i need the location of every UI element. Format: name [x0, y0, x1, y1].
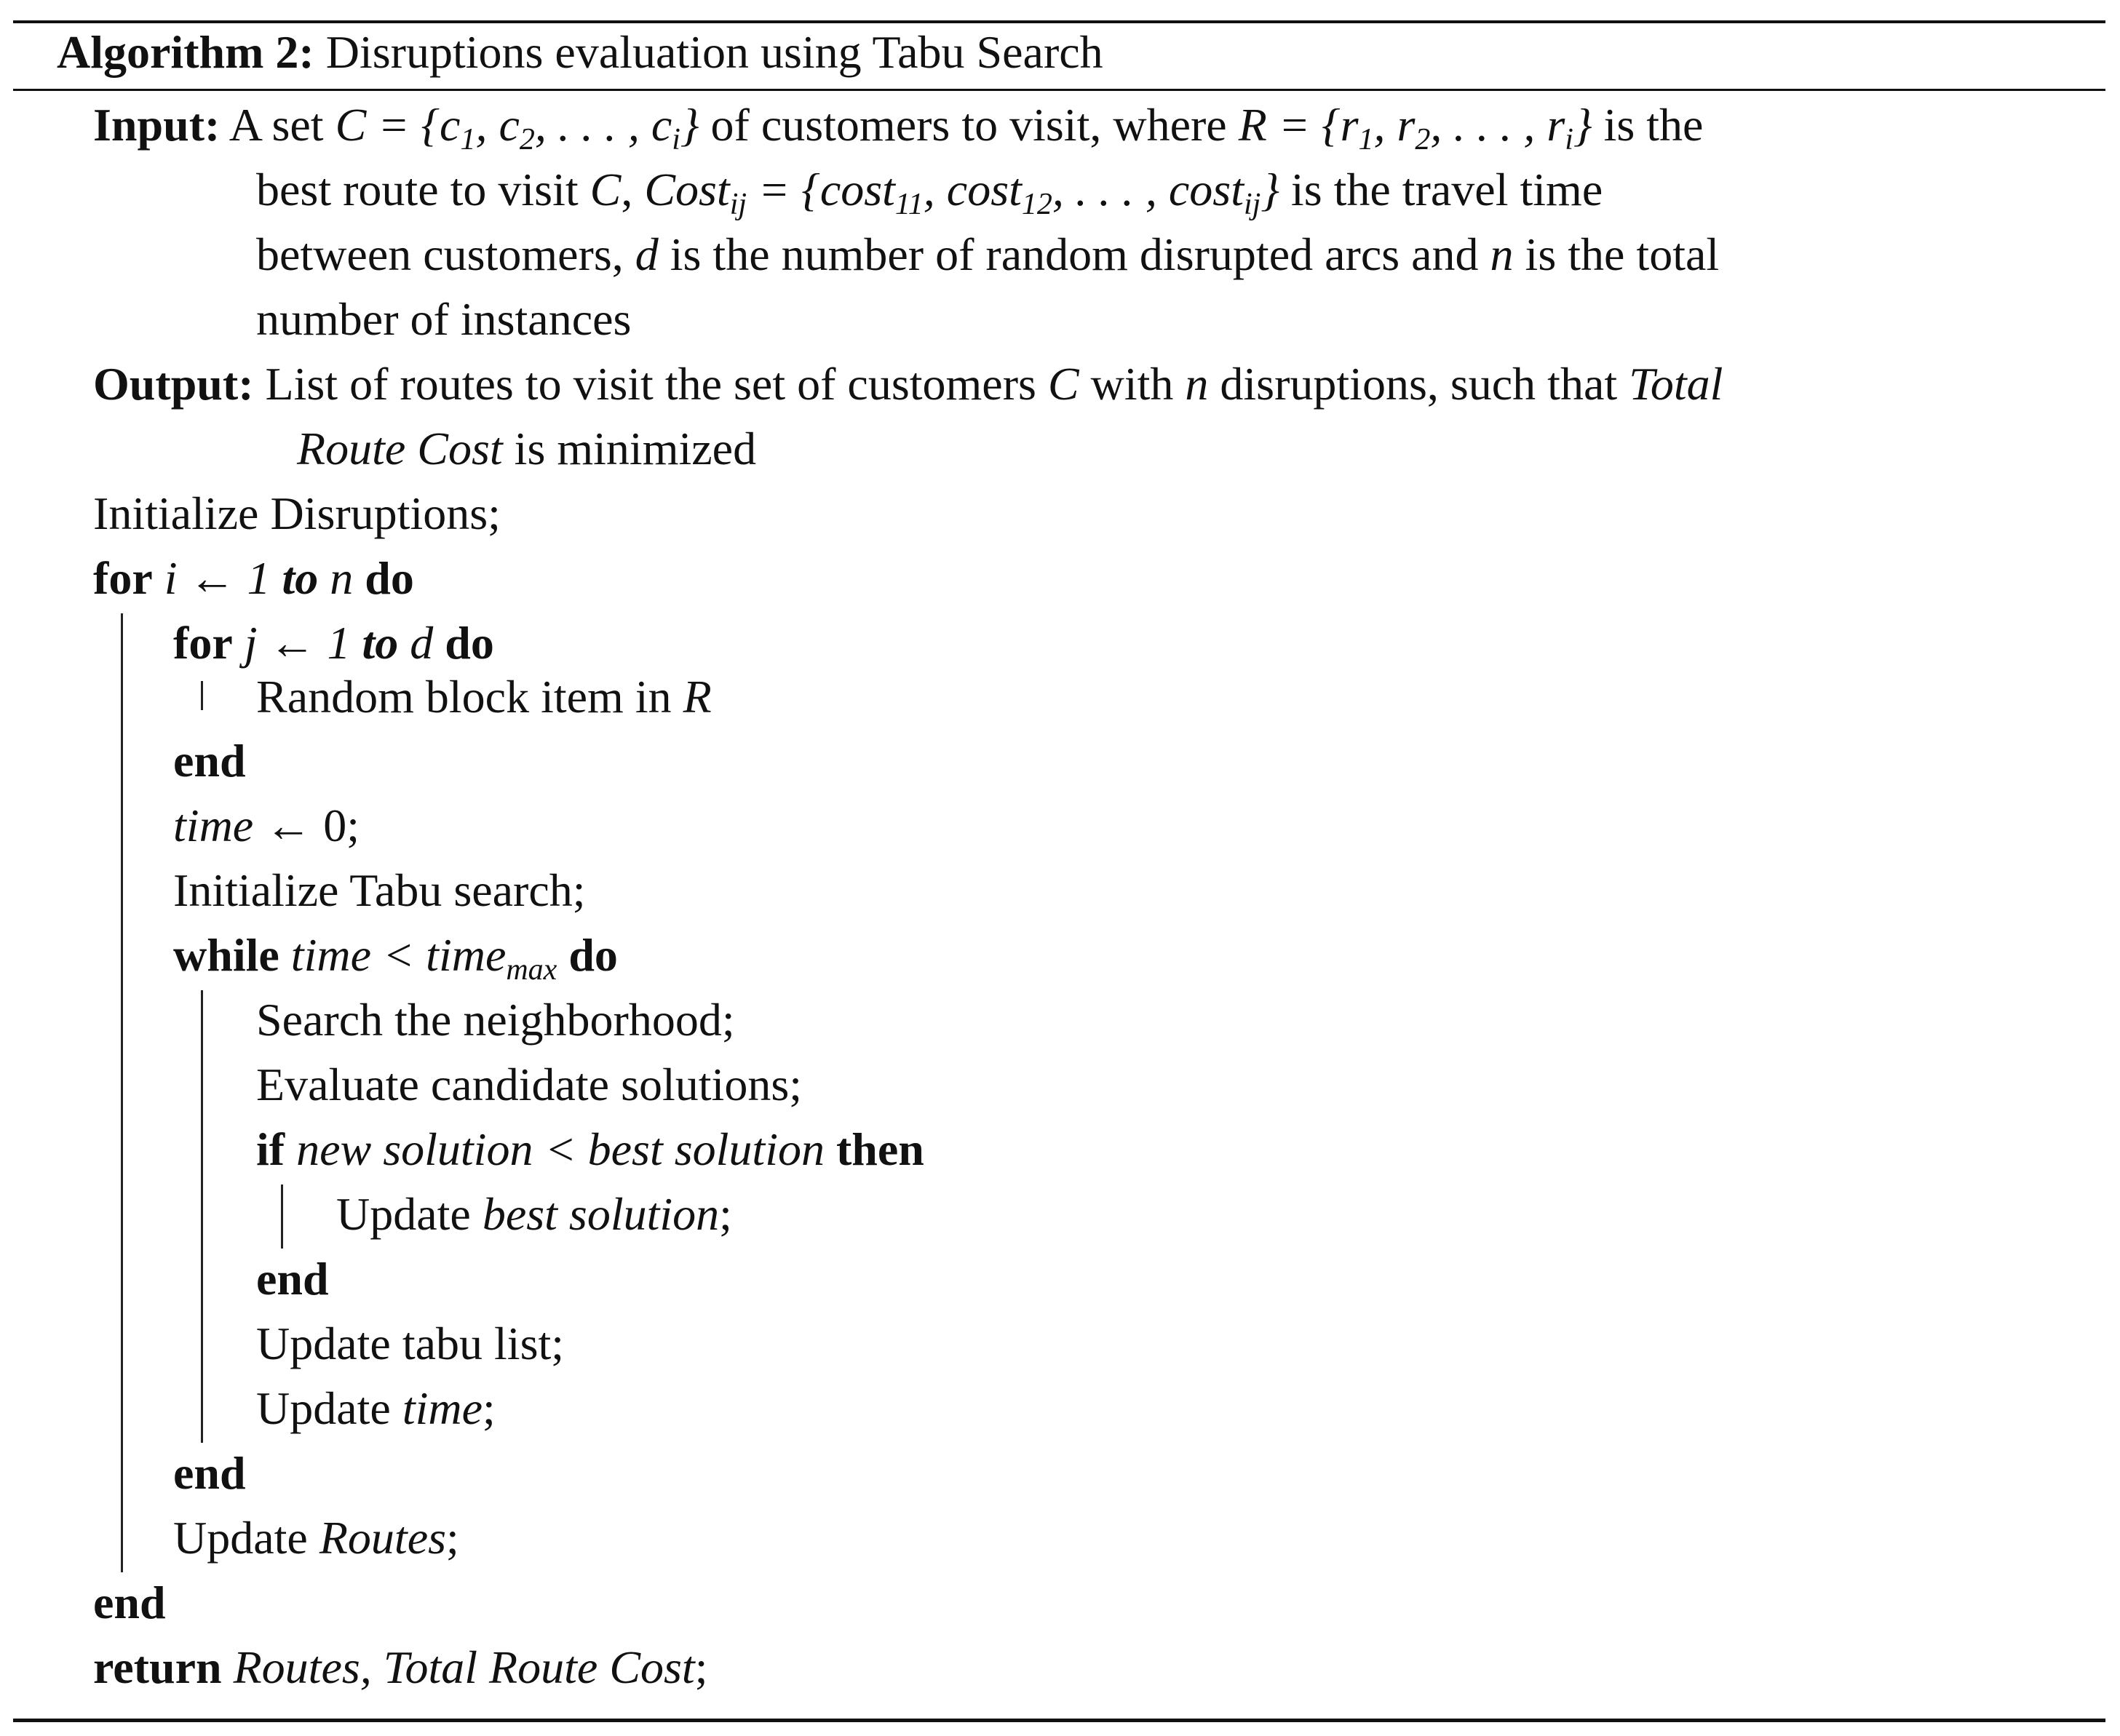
math-text: Total: [1629, 358, 1723, 410]
subscript: 2: [1415, 123, 1431, 156]
input-text: is the total: [1513, 228, 1720, 280]
math-cost: Cost: [644, 164, 730, 215]
math-text: = {cost: [747, 164, 895, 215]
subscript: 1: [1358, 123, 1374, 156]
input-line-3: [256, 228, 1719, 281]
input-text: ,: [621, 164, 645, 215]
subscript: 12: [1021, 188, 1052, 221]
code-text: Update: [173, 1512, 319, 1564]
algorithm-label: Algorithm 2:: [57, 26, 314, 78]
code-text: Evaluate candidate solutions;: [256, 1059, 802, 1110]
math-set-r: R = {r: [1238, 99, 1359, 151]
math-text: Route Cost: [297, 423, 503, 474]
code-line-end-if: [256, 1253, 329, 1305]
keyword-to: to: [282, 552, 319, 604]
subscript: i: [672, 123, 680, 156]
for-i-block-bar: [121, 613, 123, 1572]
code-line-time-assign: [173, 800, 360, 852]
keyword-for: for: [93, 552, 153, 604]
code-line-for-j: [173, 617, 494, 669]
math-text: }: [680, 99, 699, 151]
subscript: 11: [894, 188, 924, 221]
algorithm-caption: [57, 26, 1103, 79]
output-line-2: [297, 423, 756, 475]
math-text: C: [1047, 358, 1079, 410]
keyword-for: for: [173, 617, 233, 669]
math-text: , . . . , c: [534, 99, 672, 151]
output-text: List of routes to visit the set of customers: [265, 358, 1048, 410]
math-text: }: [1573, 99, 1592, 151]
output-text: is minimized: [502, 423, 757, 474]
output-text: disruptions, such that: [1208, 358, 1629, 410]
subscript: ij: [729, 188, 747, 221]
input-text: is the number of random disrupted arcs and: [658, 228, 1490, 280]
input-text: A set: [229, 99, 336, 151]
code-line-for-i: [93, 552, 414, 605]
output-line-1: [93, 358, 1723, 410]
keyword-while: while: [173, 929, 279, 981]
subscript: 2: [519, 123, 535, 156]
math-text: Routes: [319, 1512, 446, 1564]
subscript: 1: [460, 123, 476, 156]
math-text: , r: [1373, 99, 1416, 151]
keyword-do: do: [365, 552, 414, 604]
input-text: number of instances: [256, 293, 632, 345]
input-line-1: [93, 99, 1704, 156]
output-label: Output:: [93, 358, 254, 410]
input-label: Input:: [93, 99, 221, 151]
code-text: Initialize Tabu search;: [173, 864, 586, 916]
math-text: d: [635, 228, 659, 280]
code-text: ;: [719, 1188, 732, 1240]
code-line-end-for-j: [173, 735, 246, 787]
keyword-do: do: [445, 617, 494, 669]
output-text: with: [1079, 358, 1186, 410]
code-line-search-neighborhood: [256, 994, 735, 1046]
math-text: , . . . , cost: [1052, 164, 1244, 215]
input-text: is the: [1592, 99, 1704, 151]
keyword-to: to: [362, 617, 399, 669]
while-block-bar: [201, 990, 203, 1443]
subscript: i: [1565, 123, 1573, 156]
code-text: ;: [446, 1512, 459, 1564]
code-line-while: [173, 929, 618, 987]
keyword-end: end: [173, 1447, 246, 1499]
code-text: Update tabu list;: [256, 1318, 565, 1369]
code-line-evaluate-candidates: [256, 1059, 802, 1111]
input-text: of customers to visit, where: [699, 99, 1239, 151]
header-rule: [13, 89, 2105, 91]
keyword-return: return: [93, 1641, 222, 1693]
code-text: ← 0;: [253, 800, 360, 851]
code-line-init-disruptions: [93, 487, 501, 540]
if-block-bar: [281, 1184, 283, 1249]
input-text: best route to visit: [256, 164, 590, 215]
input-text: is the travel time: [1279, 164, 1603, 215]
math-text: i ← 1: [152, 552, 282, 604]
code-line-update-routes: [173, 1512, 459, 1564]
math-text: n: [1490, 228, 1514, 280]
keyword-end: end: [93, 1577, 166, 1628]
math-text: time: [173, 800, 254, 851]
code-line-end-while: [173, 1447, 246, 1500]
keyword-end: end: [256, 1253, 329, 1305]
math-text: , c: [475, 99, 520, 151]
subscript: max: [506, 953, 557, 987]
code-line-random-block: [256, 671, 712, 723]
math-text: , cost: [923, 164, 1022, 215]
code-text: Random block item in: [256, 671, 683, 722]
top-rule: [13, 20, 2105, 23]
math-text: Routes, Total Route Cost: [221, 1641, 695, 1693]
code-line-return: [93, 1641, 707, 1694]
code-line-if: [256, 1123, 924, 1176]
code-line-update-tabu: [256, 1318, 564, 1370]
math-text: }: [1261, 164, 1279, 215]
subscript: ij: [1243, 188, 1261, 221]
keyword-if: if: [256, 1123, 285, 1175]
math-text: R: [683, 671, 712, 722]
code-line-init-tabu: [173, 864, 586, 917]
keyword-end: end: [173, 735, 246, 787]
code-text: Initialize Disruptions;: [93, 487, 501, 539]
math-text: n: [318, 552, 365, 604]
math-text: time: [402, 1382, 483, 1434]
code-line-end-for-i: [93, 1577, 166, 1629]
input-text: between customers,: [256, 228, 635, 280]
keyword-then: then: [835, 1123, 924, 1175]
math-text: time < time: [279, 929, 507, 981]
bottom-rule: [13, 1719, 2105, 1722]
math-text: [557, 929, 568, 981]
code-text: ;: [483, 1382, 496, 1434]
code-text: Update: [336, 1188, 483, 1240]
keyword-do: do: [568, 929, 618, 981]
code-line-update-best: [336, 1188, 732, 1241]
math-text: d: [398, 617, 445, 669]
code-text: Search the neighborhood;: [256, 994, 735, 1046]
math-text: , . . . , r: [1430, 99, 1565, 151]
math-text: C: [589, 164, 622, 215]
code-text: ;: [694, 1641, 708, 1693]
code-text: Update: [256, 1382, 402, 1434]
for-j-block-bar: [201, 681, 203, 710]
input-line-4: [256, 293, 631, 346]
code-line-update-time: [256, 1382, 496, 1435]
algorithm-title: Disruptions evaluation using Tabu Search: [325, 26, 1103, 78]
math-text: j ← 1: [232, 617, 362, 669]
math-text: best solution: [482, 1188, 720, 1240]
math-text: n: [1185, 358, 1209, 410]
math-text: new solution < best solution: [285, 1123, 836, 1175]
math-set-c: C = {c: [335, 99, 461, 151]
input-line-2: [256, 164, 1603, 221]
